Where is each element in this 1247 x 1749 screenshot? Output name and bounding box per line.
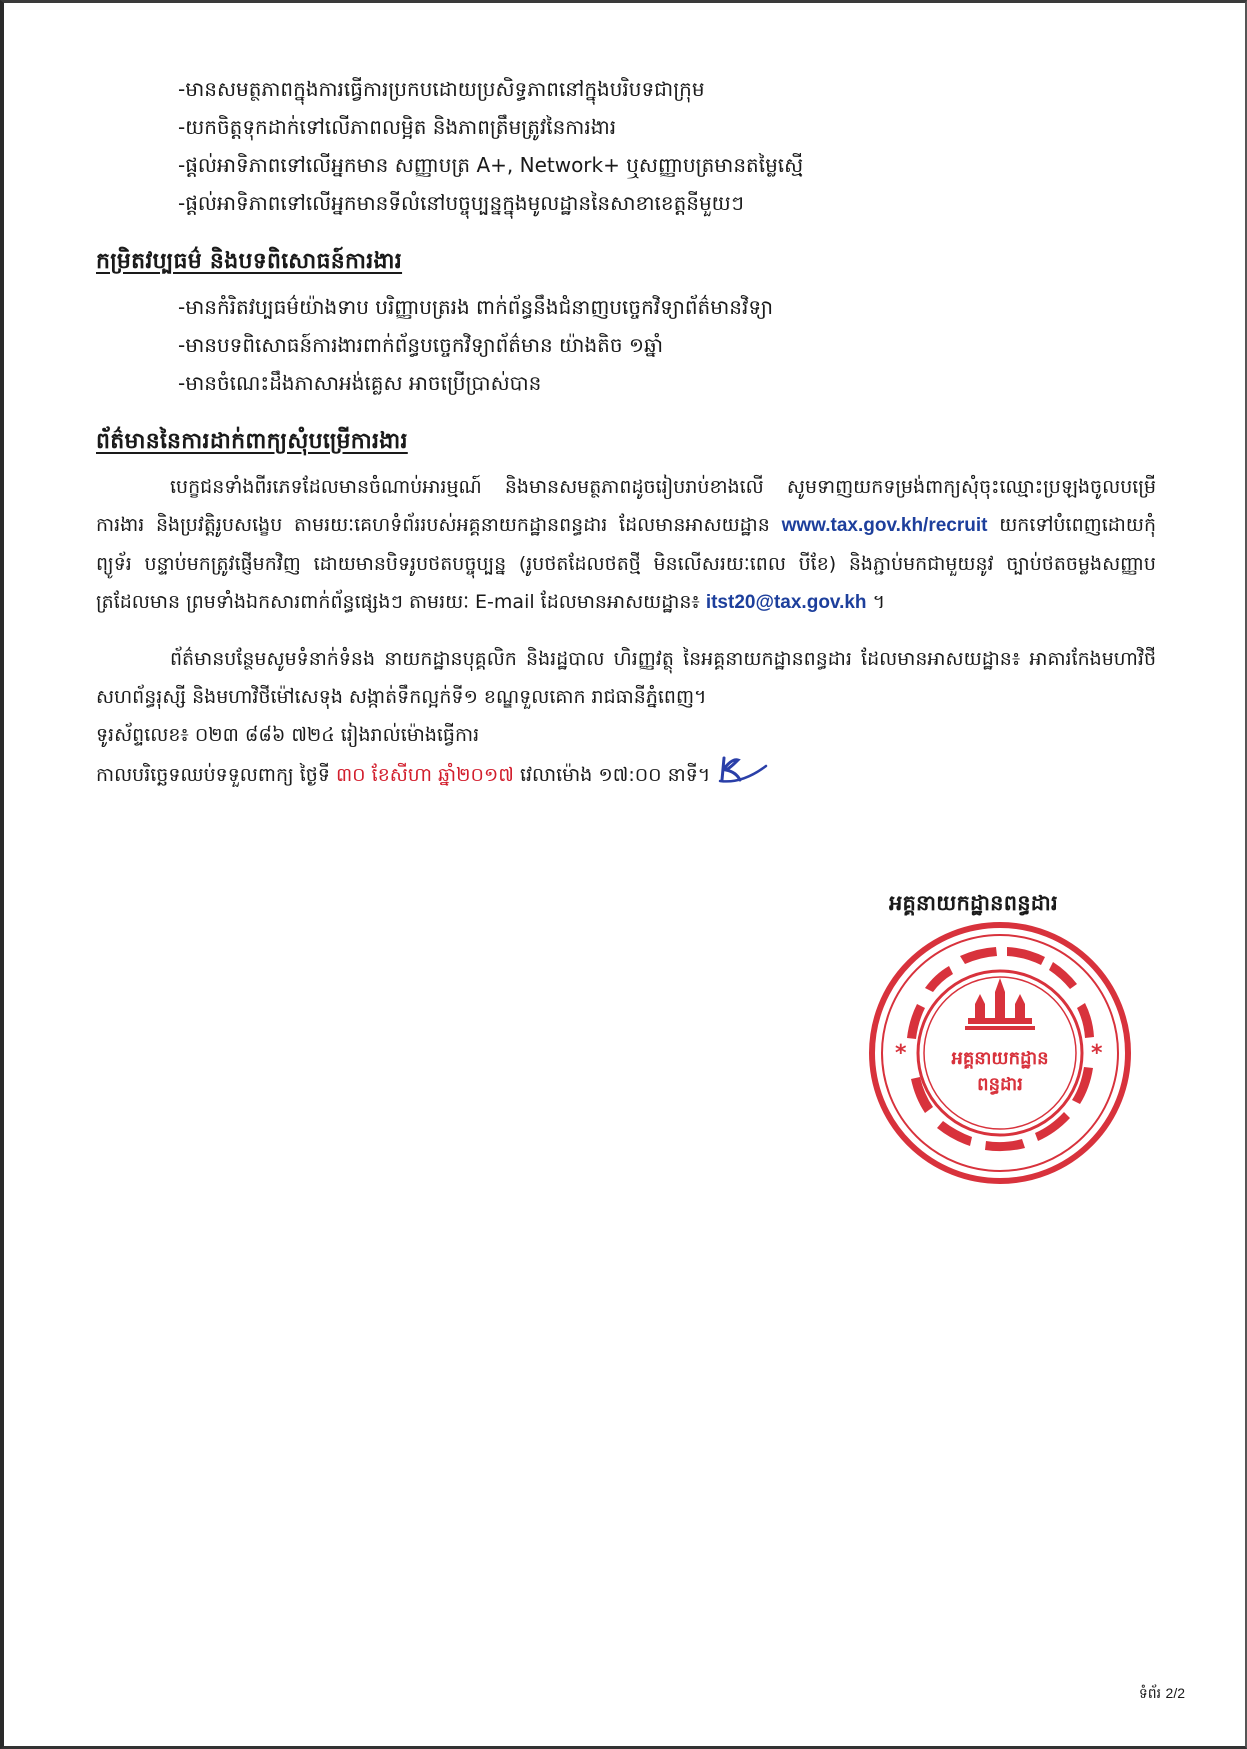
requirement-item: -ផ្តល់អាទិភាពទៅលើអ្នកមាន សញ្ញាបត្រ A+, Network+ ឬសញ្ញាបត្រមានតម្លៃស្មើ (178, 153, 804, 177)
application-text-end: ។ (866, 591, 886, 613)
signature-title: អគ្គនាយកដ្ឋានពន្ធដារ (889, 891, 1058, 915)
page-label: ទំព័រ (1138, 1686, 1162, 1702)
contact-paragraph: ព័ត៌មានបន្ថែមសូមទំនាក់ទំនង នាយកដ្ឋានបុគ្គលិក និងរដ្ឋបាល ហិរញ្ញវត្ថុ នៃអគ្គនាយកដ្ឋានពន្ធដារ ដែលមានអាសយដ្ឋាន៖ អាគារកែងមហាវិថីសហព័ន្ធរុស្សី និងមហាវិថីម៉ៅសេទុង សង្កាត់ទឹកល្អក់ទី១ ខណ្ឌទួលគោក រាជធានីភ្នំពេញ។ (96, 648, 1156, 708)
requirement-item: -យកចិត្តទុកដាក់ទៅលើភាពលម្អិត និងភាពត្រឹមត្រូវនៃការងារ (178, 115, 617, 139)
recruit-url-link[interactable]: www.tax.gov.kh/recruit (781, 515, 988, 536)
svg-text:*: * (895, 1041, 907, 1066)
application-text: បេក្ខជនទាំងពីរភេទដែលមានចំណាប់អារម្មណ៍ និងមានសមត្ថភាពដូចរៀបរាប់ខាងលើ សូមទាញយកទម្រង់ពាក្យសុំចុះឈ្មោះប្រឡងចូលបម្រើការងារ និងប្រវត្តិរូបសង្ខេប តាមរយៈគេហទំព័ររបស់អគ្គនាយកដ្ឋានពន្ធដារ ដែលមានអាសយដ្ឋាន (96, 476, 1156, 536)
signature-block (845, 890, 1145, 1190)
application-heading: ព័ត៌មាននៃការដាក់ពាក្យសុំបម្រើការងារ (96, 429, 408, 454)
deadline-date: ៣០ ខែសីហា ឆ្នាំ២០១៧ (335, 764, 514, 786)
phone-line: ទូរស័ព្ទលេខ៖ ០២៣ ៨៨៦ ៧២៤ រៀងរាល់ម៉ោងធ្វើការ (96, 724, 480, 746)
application-paragraph (96, 468, 1156, 622)
education-item: -មានបទពិសោធន៍ការងារពាក់ព័ន្ធបច្ចេកវិទ្យាព័ត៌មាន យ៉ាងតិច ១ឆ្នាំ (178, 333, 664, 357)
seal-inner-line2: ពន្ធដារ (977, 1074, 1023, 1095)
deadline-prefix: កាលបរិច្ឆេទឈប់ទទួលពាក្យ ថ្ងៃទី (96, 764, 336, 786)
requirements-list (96, 70, 1156, 222)
education-item: -មានកំរិតវប្បធម៌យ៉ាងទាប បរិញ្ញាបត្ររង ពាក់ព័ន្ធនឹងជំនាញបច្ចេកវិទ្យាព័ត៌មានវិទ្យា (178, 295, 774, 319)
education-item: -មានចំណេះដឹងភាសាអង់គ្លេស អាចប្រើប្រាស់បាន (178, 371, 542, 395)
requirement-item: -ផ្តល់អាទិភាពទៅលើអ្នកមានទីលំនៅបច្ចុប្បន្នក្នុងមូលដ្ឋាននៃសាខាខេត្តនីមួយៗ (178, 191, 744, 215)
seal-inner-line1: អគ្គនាយកដ្ឋាន (951, 1048, 1049, 1069)
deadline-line (96, 754, 1156, 797)
education-heading: កម្រិតវប្បធម៌ និងបទពិសោធន៍ការងារ (96, 249, 403, 274)
svg-text:*: * (1091, 1041, 1103, 1066)
page-number: 2/2 (1165, 1685, 1185, 1701)
application-text-cont: យកទៅបំពេញដោយកុំព្យូទ័រ បន្ទាប់មកត្រូវផ្ញើមកវិញ ដោយមានបិទរូបថតបច្ចុប្បន្ន (រូបថតដែលថតថ្មី មិនលើសរយៈពេល បីខែ) និងភ្ជាប់មកជាមួយនូវ ច្បាប់ថតចម្លងសញ្ញាបត្រដែលមាន ព្រមទាំងឯកសារពាក់ព័ន្ធផ្សេងៗ តាមរយៈ E-mail ដែលមានអាសយដ្ឋាន៖ (96, 514, 1156, 613)
education-list (96, 288, 1156, 402)
handwritten-initial-icon (716, 754, 768, 797)
email-link[interactable]: itst20@tax.gov.kh (705, 592, 867, 613)
document-body (96, 70, 1156, 797)
page-number-footer (1139, 1684, 1185, 1705)
official-seal-icon (865, 918, 1135, 1192)
requirement-item: -មានសមត្ថភាពក្នុងការធ្វើការប្រកបដោយប្រសិទ្ធភាពនៅក្នុងបរិបទជាក្រុម (178, 77, 705, 101)
deadline-suffix: វេលាម៉ោង ១៧:០០ នាទី។ (513, 764, 711, 786)
